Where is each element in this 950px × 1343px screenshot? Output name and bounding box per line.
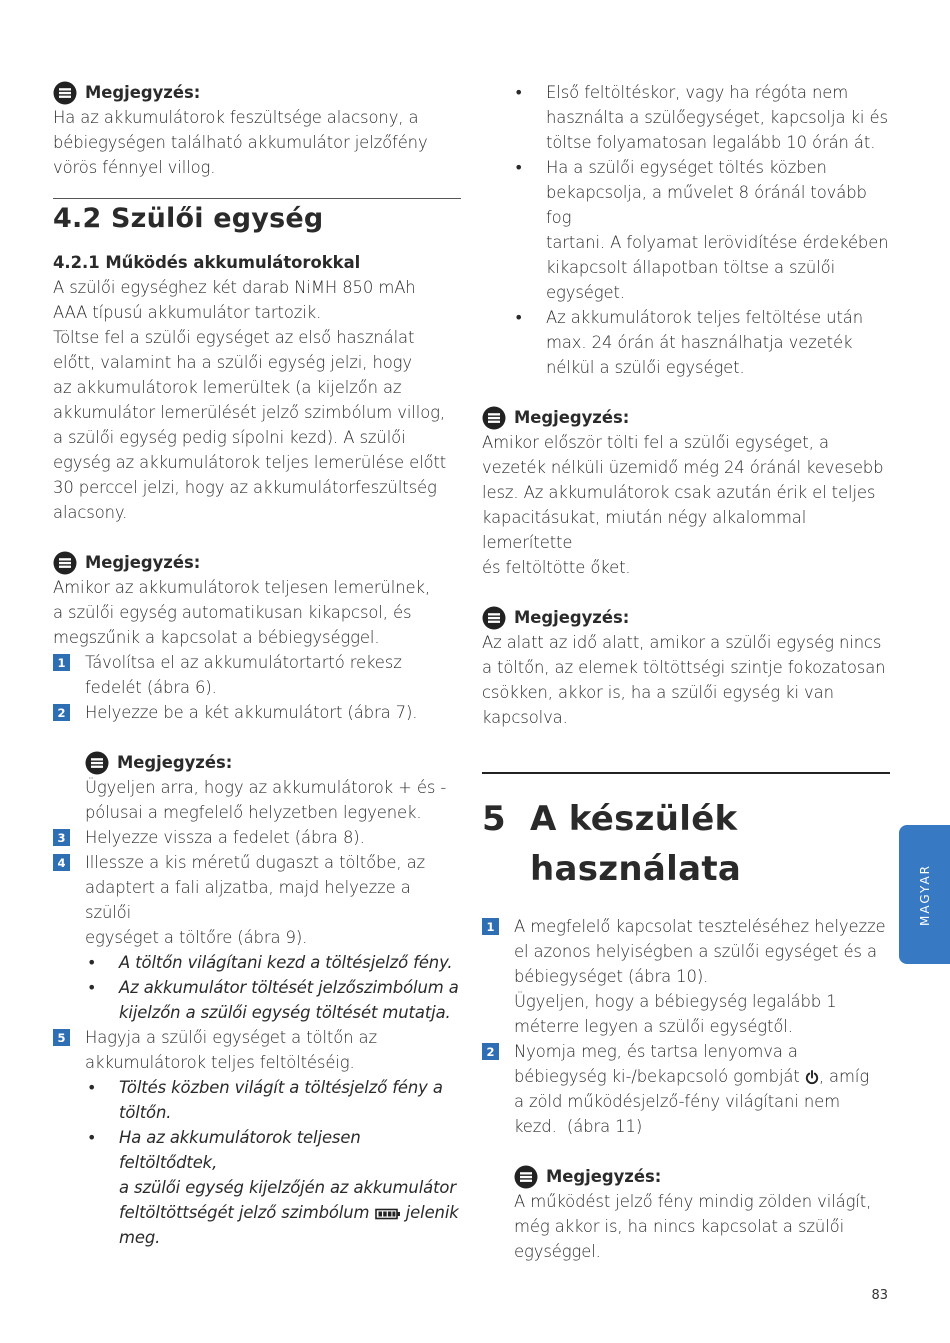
subsection-title: 4.2.1 Működés akkumulátorokkal xyxy=(53,253,361,272)
note-text: Ügyeljen arra, hogy az akkumulátorok + és - xyxy=(85,778,447,797)
paragraph xyxy=(53,275,461,525)
bullet-item xyxy=(482,305,890,380)
bullet-text: használta a szülőegységet, kapcsolja ki és xyxy=(546,108,888,127)
note-text: még akkor is, ha nincs kapcsolat a szülői xyxy=(514,1217,845,1236)
step-text: Nyomja meg, és tartsa lenyomva a xyxy=(514,1042,798,1061)
bullet-text: Első feltöltéskor, vagy ha régóta nem xyxy=(546,83,849,102)
note-text: a töltőn, az elemek töltöttségi szintje fokozatosan xyxy=(482,658,886,677)
bullet-text: kikapcsolt állapotban töltse a szülői xyxy=(546,258,836,277)
step-number-badge: 2 xyxy=(53,704,70,721)
paragraph-line: A szülői egységhez két darab NiMH 850 mAh xyxy=(53,278,416,297)
step-item xyxy=(482,914,890,1039)
bullet-marker: • xyxy=(87,1128,97,1147)
paragraph-line: egység az akkumulátorok teljes lemerülése előtt xyxy=(53,453,447,472)
bullet-item xyxy=(85,1125,461,1250)
paragraph-line: alacsony. xyxy=(53,503,128,522)
note-text: a szülői egység automatikusan kikapcsol, és xyxy=(53,603,412,622)
bullet-list xyxy=(53,950,461,1025)
step-text: a zöld működésjelző-fény világítani nem xyxy=(514,1092,840,1111)
bullet-text: Ha a szülői egységet töltés közben xyxy=(546,158,827,177)
step-item xyxy=(53,650,461,700)
paragraph-line: Töltse fel a szülői egységet az első használat xyxy=(53,328,415,347)
bullet-text: bekapcsolja, a művelet 8 óránál tovább fog xyxy=(546,183,867,227)
step-text: el azonos helyiségben a szülői egységet és a xyxy=(514,942,877,961)
step-text-part: bébiegység ki-/bekapcsoló gombját xyxy=(514,1067,800,1086)
note-block xyxy=(482,1164,890,1264)
step-text: fedelét (ábra 6). xyxy=(85,678,217,697)
step-text-part: , amíg xyxy=(818,1067,870,1086)
note-heading: Megjegyzés: xyxy=(85,553,201,572)
paragraph-line: akkumulátor lemerülését jelző szimbólum villog, xyxy=(53,403,445,422)
note-icon xyxy=(482,406,506,430)
step-text: méterre legyen a szülői egységtől. xyxy=(514,1017,793,1036)
bullet-text: tartani. A folyamat lerövidítése érdekében xyxy=(546,233,889,252)
step-text: A megfelelő kapcsolat teszteléséhez helyezze xyxy=(514,917,886,936)
bullet-text-part: feltöltöttségét jelző szimbólum xyxy=(119,1203,370,1222)
bullet-marker: • xyxy=(514,308,524,327)
battery-icon xyxy=(375,1208,401,1220)
step-text: bébiegységet (ábra 10). xyxy=(514,967,709,986)
step-number-badge: 4 xyxy=(53,854,70,871)
bullet-text: kijelzőn a szülői egység töltését mutatja. xyxy=(119,1003,451,1022)
note-text: Amikor az akkumulátorok teljesen lemerülnek, xyxy=(53,578,430,597)
step-item xyxy=(53,700,461,725)
bullet-marker: • xyxy=(514,83,524,102)
step-item xyxy=(53,1025,461,1075)
note-heading: Megjegyzés: xyxy=(514,408,630,427)
note-text: csökken, akkor is, ha a szülői egység ki van xyxy=(482,683,834,702)
note-text: lesz. Az akkumulátorok csak azután érik el teljes xyxy=(482,483,876,502)
bullet-marker: • xyxy=(87,978,97,997)
step-text: kezd. (ábra 11) xyxy=(514,1117,643,1136)
page-number: 83 xyxy=(871,1288,888,1303)
bullet-item xyxy=(85,975,461,1025)
note-text: Ha az akkumulátorok feszültsége alacsony, a xyxy=(53,108,419,127)
power-icon xyxy=(805,1070,819,1085)
left-column xyxy=(53,80,461,1250)
note-text: és feltöltötte őket. xyxy=(482,558,631,577)
language-side-tab xyxy=(899,825,950,964)
note-text: Az alatt az idő alatt, amikor a szülői egység nincs xyxy=(482,633,882,652)
bullet-text xyxy=(119,1200,461,1225)
bullet-item xyxy=(482,155,890,305)
chapter-number: 5 xyxy=(482,799,506,839)
paragraph-line: az akkumulátorok lemerültek (a kijelzőn az xyxy=(53,378,402,397)
note-icon xyxy=(482,606,506,630)
paragraph-line: AAA típusú akkumulátor tartozik. xyxy=(53,303,322,322)
note-icon xyxy=(514,1165,538,1189)
paragraph-line: a szülői egység pedig sípolni kezd). A szülői xyxy=(53,428,406,447)
bullet-text: egységet. xyxy=(546,283,625,302)
chapter-divider xyxy=(482,772,890,774)
note-icon xyxy=(53,551,77,575)
paragraph-line: 30 perccel jelzi, hogy az akkumulátorfeszültség xyxy=(53,478,437,497)
bullet-marker: • xyxy=(87,1078,97,1097)
bullet-text: töltse folyamatosan legalább 10 órán át. xyxy=(546,133,876,152)
note-text: egységgel. xyxy=(514,1242,601,1261)
right-column xyxy=(482,80,890,1264)
step-text: Helyezze vissza a fedelet (ábra 8). xyxy=(85,828,365,847)
bullet-text: meg. xyxy=(119,1228,161,1247)
step-number-badge: 3 xyxy=(53,829,70,846)
note-text: kapcsolva. xyxy=(482,708,568,727)
step-text: Illessze a kis méretű dugaszt a töltőbe, az xyxy=(85,853,426,872)
note-text: vörös fénnyel villog. xyxy=(53,158,216,177)
note-text: bébiegységen található akkumulátor jelzőfény xyxy=(53,133,428,152)
note-icon xyxy=(85,751,109,775)
chapter-title-line: használata xyxy=(530,849,742,889)
note-block xyxy=(482,405,890,580)
step-number-badge: 1 xyxy=(482,918,499,935)
bullet-item xyxy=(85,950,461,975)
bullet-text: Ha az akkumulátorok teljesen feltöltődtek, xyxy=(119,1128,361,1172)
note-heading: Megjegyzés: xyxy=(546,1167,662,1186)
bullet-item xyxy=(482,80,890,155)
section-title: 4.2 Szülői egység xyxy=(53,203,324,234)
bullet-text-part: jelenik xyxy=(405,1203,459,1222)
step-item xyxy=(53,850,461,950)
note-block xyxy=(53,550,461,650)
note-block xyxy=(482,605,890,730)
note-heading: Megjegyzés: xyxy=(85,83,201,102)
note-text: megszűnik a kapcsolat a bébiegységgel. xyxy=(53,628,380,647)
step-text: Ügyeljen, hogy a bébiegység legalább 1 xyxy=(514,992,837,1011)
step-number-badge: 1 xyxy=(53,654,70,671)
note-text: pólusai a megfelelő helyzetben legyenek. xyxy=(85,803,422,822)
bullet-text: Az akkumulátor töltését jelzőszimbólum a xyxy=(119,978,459,997)
note-text: A működést jelző fény mindig zölden világít, xyxy=(514,1192,872,1211)
note-block xyxy=(53,80,461,180)
step-text: egységet a töltőre (ábra 9). xyxy=(85,928,308,947)
bullet-text: a szülői egység kijelzőjén az akkumulátor xyxy=(119,1178,456,1197)
bullet-text: A töltőn világítani kezd a töltésjelző fény. xyxy=(119,953,453,972)
bullet-list xyxy=(482,80,890,380)
step-number-badge: 2 xyxy=(482,1043,499,1060)
note-block xyxy=(53,750,461,825)
bullet-list xyxy=(53,1075,461,1250)
step-text: akkumulátorok teljes feltöltéséig. xyxy=(85,1053,355,1072)
bullet-text: Az akkumulátorok teljes feltöltése után xyxy=(546,308,864,327)
note-heading: Megjegyzés: xyxy=(514,608,630,627)
step-text: Helyezze be a két akkumulátort (ábra 7). xyxy=(85,703,418,722)
step-text: Távolítsa el az akkumulátortartó rekesz xyxy=(85,653,402,672)
bullet-marker: • xyxy=(514,158,524,177)
paragraph-line: előtt, valamint ha a szülői egység jelzi, hogy xyxy=(53,353,413,372)
bullet-text: Töltés közben világít a töltésjelző fény a xyxy=(119,1078,443,1097)
note-text: Amikor először tölti fel a szülői egységet, a xyxy=(482,433,829,452)
note-heading: Megjegyzés: xyxy=(117,753,233,772)
step-number-badge: 5 xyxy=(53,1029,70,1046)
note-text: kapacitásukat, miután négy alkalommal lemerítette xyxy=(482,508,807,552)
section-divider xyxy=(53,198,461,199)
note-icon xyxy=(53,81,77,105)
step-text: adaptert a fali aljzatba, majd helyezze a szülői xyxy=(85,878,411,922)
bullet-marker: • xyxy=(87,953,97,972)
bullet-item xyxy=(85,1075,461,1125)
step-item xyxy=(482,1039,890,1139)
note-text: vezeték nélküli üzemidő még 24 óránál kevesebb xyxy=(482,458,884,477)
step-item xyxy=(53,825,461,850)
bullet-text: nélkül a szülői egységet. xyxy=(546,358,745,377)
language-tab-label: MAGYAR xyxy=(917,863,932,926)
chapter-title-line: A készülék xyxy=(530,799,738,839)
step-text: Hagyja a szülői egységet a töltőn az xyxy=(85,1028,378,1047)
step-text xyxy=(514,1064,869,1089)
bullet-text: max. 24 órán át használhatja vezeték xyxy=(546,333,853,352)
bullet-text: töltőn. xyxy=(119,1103,172,1122)
chapter-heading xyxy=(482,794,890,894)
